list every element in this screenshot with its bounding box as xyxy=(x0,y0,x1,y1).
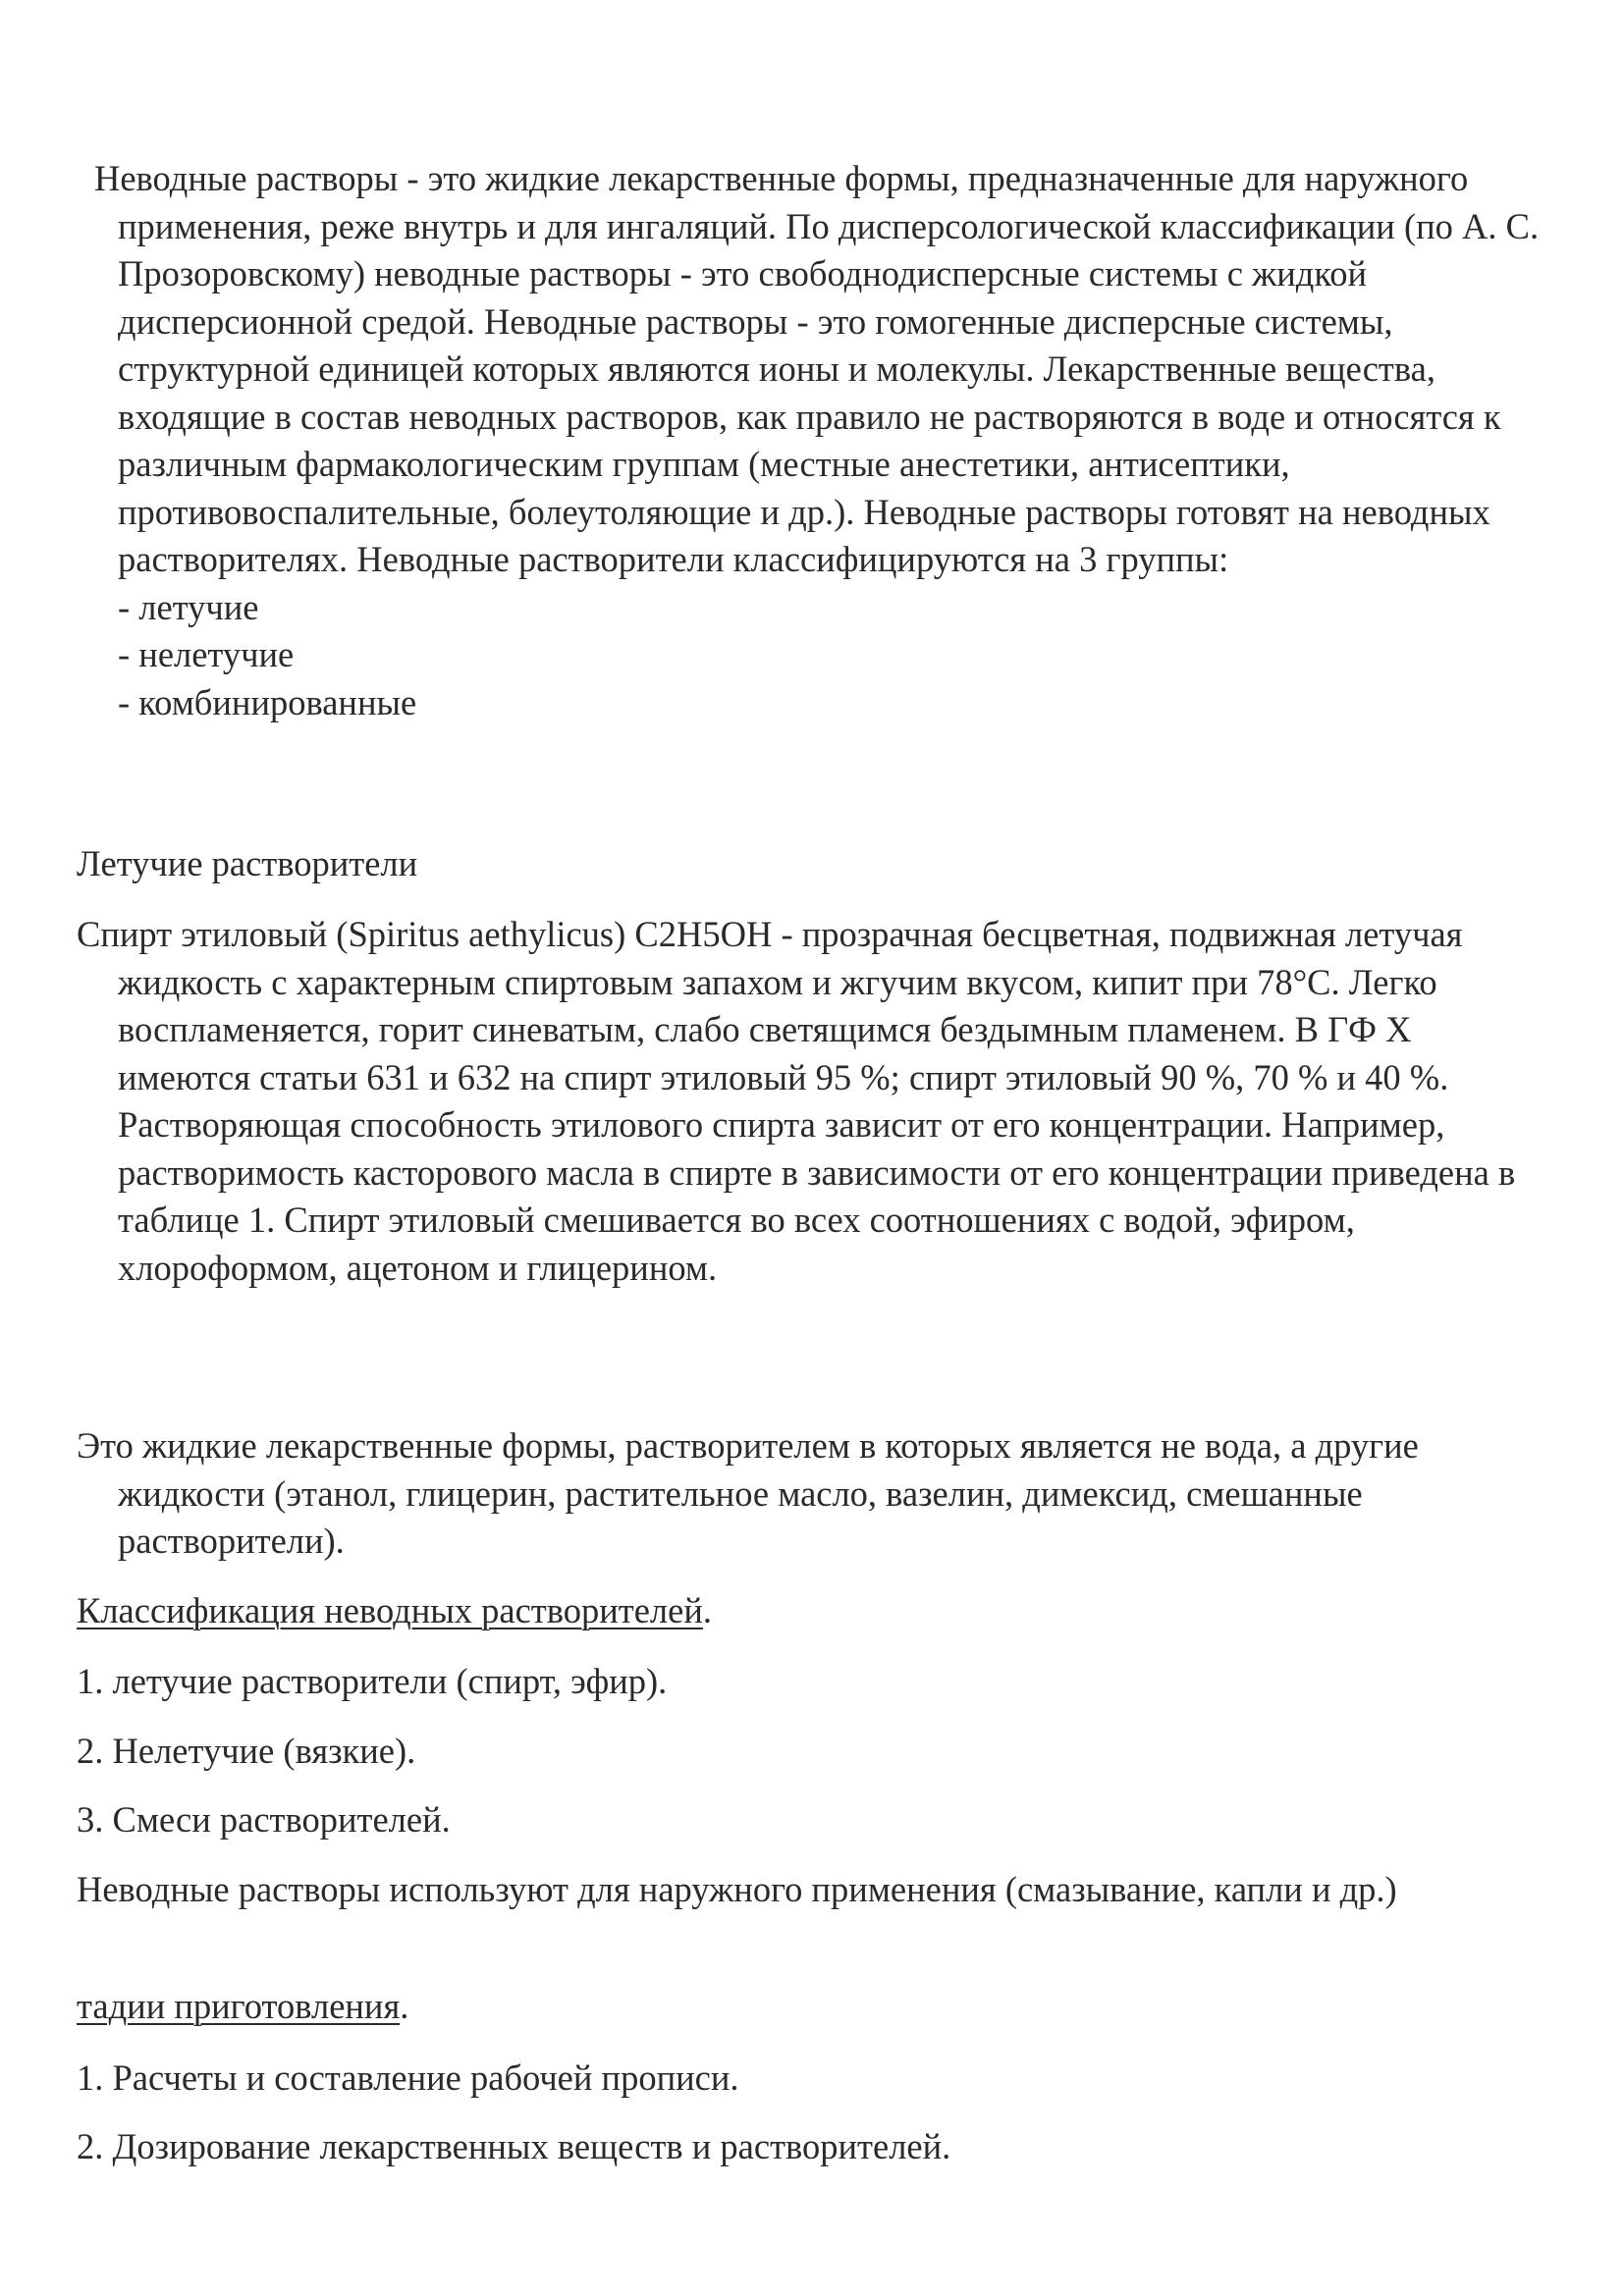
list-item: 2. Нелетучие (вязкие). xyxy=(77,1731,416,1771)
usage-paragraph: Неводные растворы используют для наружного применения (смазывание, капли и др.) xyxy=(77,1869,1397,1909)
list-item: - комбинированные xyxy=(118,681,417,722)
list-item: - летучие xyxy=(118,586,259,627)
list-item: - нелетучие xyxy=(118,634,295,674)
definition-block xyxy=(77,1422,1549,1566)
stages-heading xyxy=(77,1983,1549,2031)
stages-heading-suffix: . xyxy=(400,1986,409,2026)
stages-heading-block xyxy=(77,1983,1549,2031)
stages-heading-text: тадии приготовления xyxy=(77,1986,401,2026)
volatile-heading-block xyxy=(77,840,1549,888)
stages-item-2-block xyxy=(77,2123,1549,2171)
ethanol-block xyxy=(77,911,1549,1292)
volatile-heading: Летучие растворители xyxy=(77,843,418,883)
list-item: 1. Расчеты и составление рабочей прописи. xyxy=(77,2057,739,2098)
classification-heading-block xyxy=(77,1587,1549,1635)
list-item: 3. Смеси растворителей. xyxy=(77,1799,451,1840)
classification-heading xyxy=(77,1587,1549,1635)
solvent-groups-list xyxy=(94,584,1547,727)
classification-heading-suffix: . xyxy=(702,1590,713,1630)
definition-paragraph: Это жидкие лекарственные формы, растворителем в которых является не вода, а другие жидкости (этанол, глицерин, растительное масло, вазелин, димексид, смешанные растворители). xyxy=(77,1425,1419,1561)
intro-section xyxy=(94,155,1547,726)
stages-item-1-block xyxy=(77,2055,1549,2103)
intro-paragraph: Неводные растворы - это жидкие лекарственные формы, предназначенные для наружного применения, реже внутрь и для ингаляций. По дисперсологической классификации (по А. С. Прозоровскому) неводные растворы - это свободнодисперсные системы с жидкой дисперсионной средой. Неводные растворы - это гомогенные дисперсные системы, структурной единицей которых являются ионы и молекулы. Лекарственные вещества, входящие в состав неводных растворов, как правило не растворяются в воде и относятся к различным фармакологическим группам (местные анестетики, антисептики, противовоспалительные, болеутоляющие и др.). Неводные растворы готовят на неводных растворителях. Неводные растворители классифицируются на 3 группы: xyxy=(94,158,1540,579)
usage-block xyxy=(77,1866,1549,1914)
classification-item-2-block xyxy=(77,1728,1549,1776)
classification-item-1-block xyxy=(77,1658,1549,1706)
classification-heading-text: Классификация неводных растворителей xyxy=(77,1590,703,1630)
ethanol-paragraph: Спирт этиловый (Spiritus aethylicus) C2H5OH - прозрачная бесцветная, подвижная летучая жидкость с характерным спиртовым запахом и жгучим вкусом, кипит при 78°С. Легко воспламеняется, горит синеватым, слабо светящимся бездымным пламенем. В ГФ X имеются статьи 631 и 632 на спирт этиловый 95 %; спирт этиловый 90 %, 70 % и 40 %. Растворяющая способность этилового спирта зависит от его концентрации. Например, растворимость касторового масла в спирте в зависимости от его концентрации приведена в таблице 1. Спирт этиловый смешивается во всех соотношениях с водой, эфиром, хлороформом, ацетоном и глицерином. xyxy=(77,914,1516,1288)
classification-item-3-block xyxy=(77,1796,1549,1844)
list-item: 1. летучие растворители (спирт, эфир). xyxy=(77,1661,668,1701)
list-item: 2. Дозирование лекарственных веществ и растворителей. xyxy=(77,2126,951,2166)
